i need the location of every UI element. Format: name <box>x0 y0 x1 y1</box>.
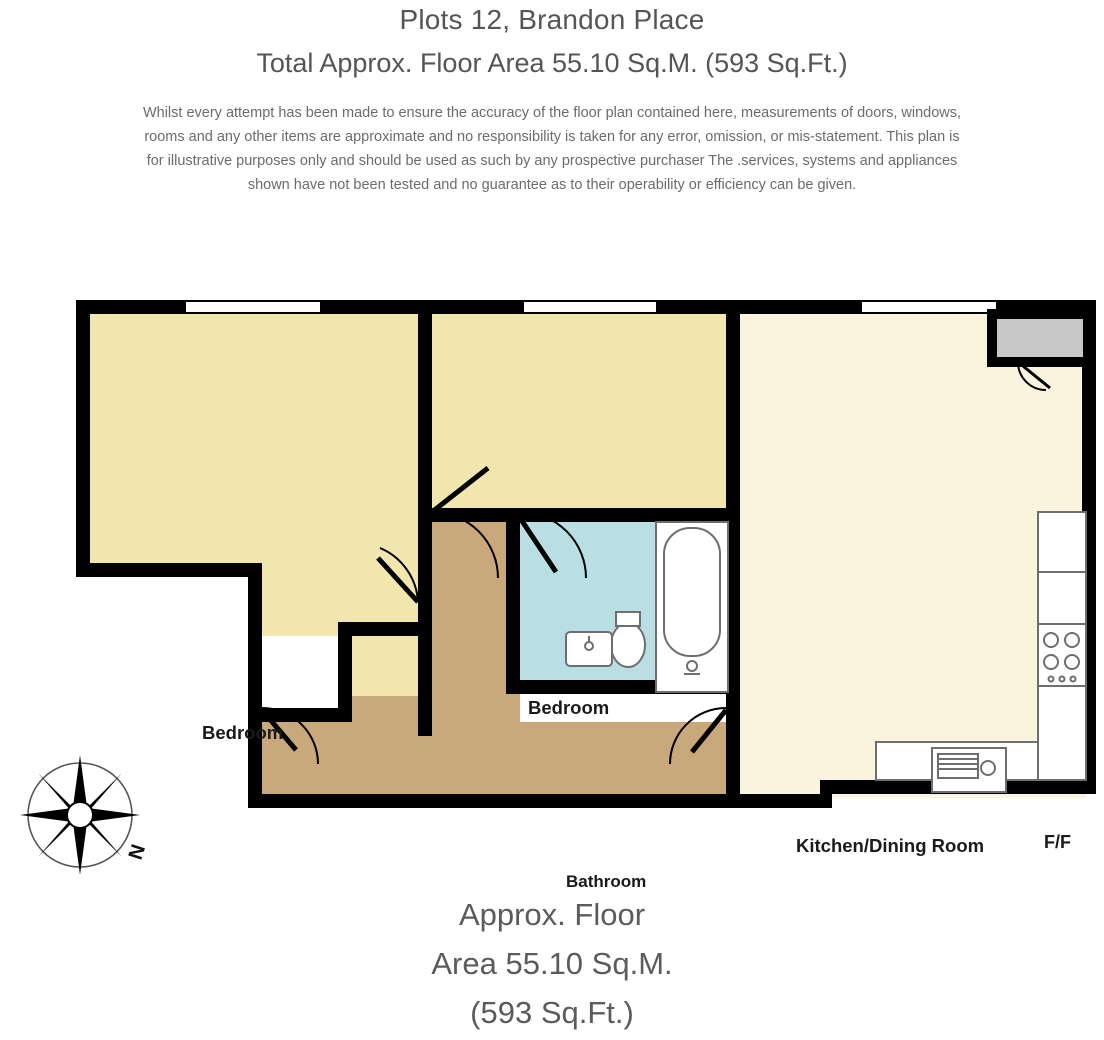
footer-line-3: (593 Sq.Ft.) <box>470 995 634 1030</box>
footer-line-2: Area 55.10 Sq.M. <box>431 946 673 981</box>
appliance-label-fridge-freezer: F/F <box>1044 832 1071 852</box>
room-label-bedroom-2: Bedroom <box>528 697 610 718</box>
room-label-kitchen-dining: Kitchen/Dining Room <box>796 835 985 856</box>
compass-north-label: N <box>123 841 149 862</box>
room-kitchen-dining <box>734 312 1086 798</box>
sink-fixture <box>566 632 612 666</box>
toilet-fixture <box>611 612 645 667</box>
floor-area-subtitle: Total Approx. Floor Area 55.10 Sq.M. (593 Sq.Ft.) <box>256 48 848 78</box>
compass-rose <box>12 755 172 890</box>
windows <box>186 302 996 312</box>
page-title: Plots 12, Brandon Place <box>399 4 705 35</box>
room-label-bedroom-1: Bedroom <box>202 722 284 743</box>
room-label-bathroom: Bathroom <box>566 872 647 891</box>
plan-header <box>0 0 1104 197</box>
room-bedroom-2 <box>432 312 726 516</box>
floor-area-footer <box>0 890 1104 1037</box>
disclaimer-text: Whilst every attempt has been made to ensure the accuracy of the floor plan contained here, measurements of doors, windows, rooms and any other items are approximate and no responsibility is taken for any error, omission, or mis-statement. This plan is for illustrative purposes only and should be used as such by any prospective purchaser The .services, systems and appliances shown have not been tested and no guarantee as to their operability or efficiency can be given. <box>142 105 962 193</box>
floor-plan <box>0 290 1104 891</box>
footer-line-1: Approx. Floor <box>458 897 646 932</box>
bath-fixture <box>656 522 728 692</box>
